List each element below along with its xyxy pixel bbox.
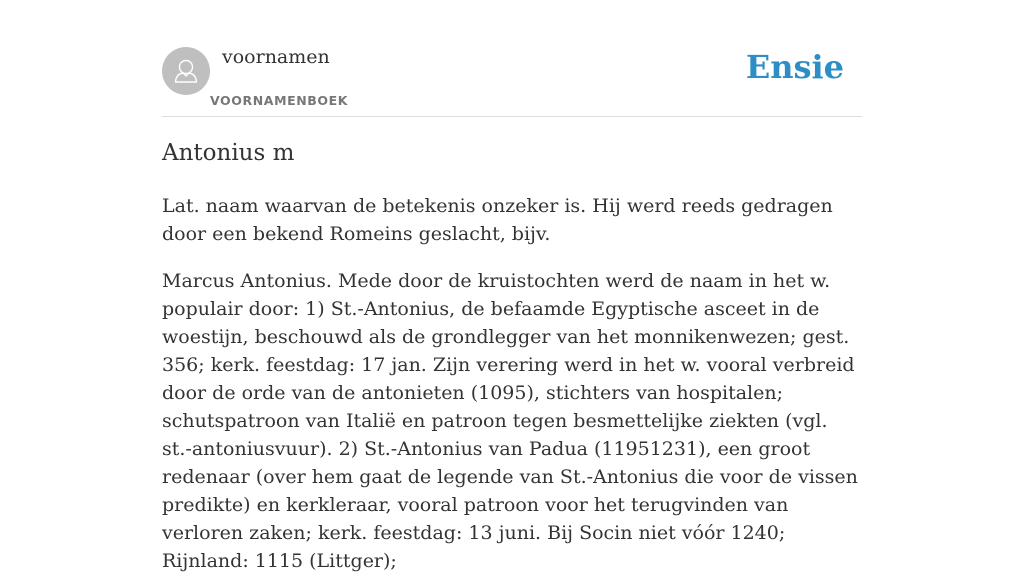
- author-avatar[interactable]: [162, 47, 210, 95]
- brand-logo[interactable]: Ensie: [745, 48, 844, 86]
- source-name[interactable]: VOORNAMENBOEK: [210, 93, 349, 108]
- article-paragraph: Lat. naam waarvan de betekenis onzeker is. Hij werd reeds gedragen door een bekend Romeins geslacht, bijv.: [162, 195, 833, 245]
- article-header: [162, 0, 862, 117]
- author-name[interactable]: voornamen: [222, 46, 330, 68]
- page-container: [162, 0, 862, 572]
- article-paragraph: Marcus Antonius. Mede door de kruistochten werd de naam in het w. populair door: 1) St.-Antonius, de befaamde Egyptische asceet in de woestijn, beschouwd als de grondlegger van het monnikenwezen; gest. 356; kerk. feestdag: 17 jan. Zijn verering werd in het w. vooral verbreid door de orde van de antonieten (1095), stichters van hospitalen; schutspatroon van Italië en patroon tegen besmettelijke ziekten (vgl. st.-antoniusvuur). 2) St.-Antonius van Padua (11951231), een groot redenaar (over hem gaat de legende van St.-Antonius die voor de vissen predikte) en kerkleraar, vooral patroon voor het terugvinden van verloren zaken; kerk. feestdag: 13 juni. Bij Socin niet vóór 1240; Rijnland: 1115 (Littger);: [162, 270, 858, 572]
- page-title: Antonius m: [162, 140, 295, 166]
- user-icon: [162, 47, 210, 95]
